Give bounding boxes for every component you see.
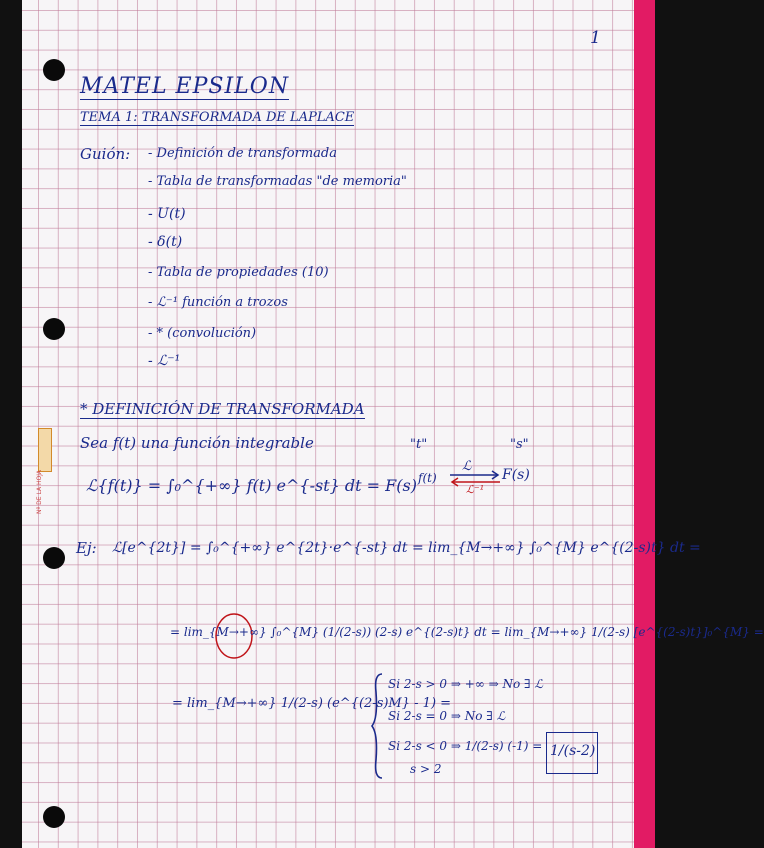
outline-item: - U(t) <box>148 206 186 222</box>
case-positive: Si 2-s > 0 ⇒ +∞ ⇒ No ∃ ℒ <box>388 677 543 691</box>
mapping-forward-label: ℒ <box>462 459 472 474</box>
case-negative: Si 2-s < 0 ⇒ 1/(2-s) (-1) = <box>388 739 543 753</box>
outline-item: - ℒ⁻¹ función a trozos <box>148 295 288 310</box>
page-subtitle: TEMA 1: TRANSFORMADA DE LAPLACE <box>80 110 355 125</box>
outline-item: - Tabla de propiedades (10) <box>148 265 329 280</box>
domain-s-label: "s" <box>510 437 529 452</box>
mapping-inverse-label: ℒ⁻¹ <box>466 483 485 496</box>
case-condition: s > 2 <box>410 762 442 776</box>
notebook-page <box>22 0 634 848</box>
definition-formula: ℒ{f(t)} = ∫₀^{+∞} f(t) e^{-st} dt = F(s) <box>86 476 417 495</box>
outline-item: - ℒ⁻¹ <box>148 353 181 369</box>
page-edge-strip <box>634 0 655 848</box>
mapping-f-t: f(t) <box>418 471 437 485</box>
outline-label: Guión: <box>80 145 131 163</box>
outline-item: - Definición de transformada <box>148 146 337 161</box>
mapping-F-s: F(s) <box>502 467 530 483</box>
page-title: MATEL EPSILON <box>80 74 290 99</box>
binder-hole <box>43 547 65 569</box>
outline-item: - * (convolución) <box>148 326 257 341</box>
example-line-3: = lim_{M→+∞} 1/(2-s) (e^{(2-s)M} - 1) = <box>172 696 452 711</box>
definition-text: Sea f(t) una función integrable <box>80 434 314 452</box>
domain-t-label: "t" <box>410 437 428 452</box>
binder-hole <box>43 318 65 340</box>
mapping-arrows <box>448 470 504 490</box>
cases-brace <box>370 672 384 780</box>
final-result: 1/(s-2) <box>550 743 596 759</box>
binder-hole <box>43 59 65 81</box>
outline-item: - δ(t) <box>148 234 183 250</box>
example-line-1: ℒ[e^{2t}] = ∫₀^{+∞} e^{2t}·e^{-st} dt = lim_{M→+∞} ∫₀^{M} e^{(2-s)t} dt = <box>112 540 701 556</box>
case-zero: Si 2-s = 0 ⇒ No ∃ ℒ <box>388 709 506 723</box>
example-label: Ej: <box>76 539 97 557</box>
section-heading: * DEFINICIÓN DE TRANSFORMADA <box>80 400 365 418</box>
sheet-number-stamp <box>38 428 52 472</box>
example-line-2: = lim_{M→+∞} ∫₀^{M} (1/(2-s)) (2-s) e^{(2-s)t} dt = lim_{M→+∞} 1/(2-s) [e^{(2-s)t}]₀^{M} = <box>170 625 764 639</box>
outline-item: - Tabla de transformadas "de memoria" <box>148 174 407 189</box>
sheet-number-label: Nº DE LA HOJA <box>36 470 43 515</box>
page-number: 1 <box>590 28 601 48</box>
binder-hole <box>43 806 65 828</box>
